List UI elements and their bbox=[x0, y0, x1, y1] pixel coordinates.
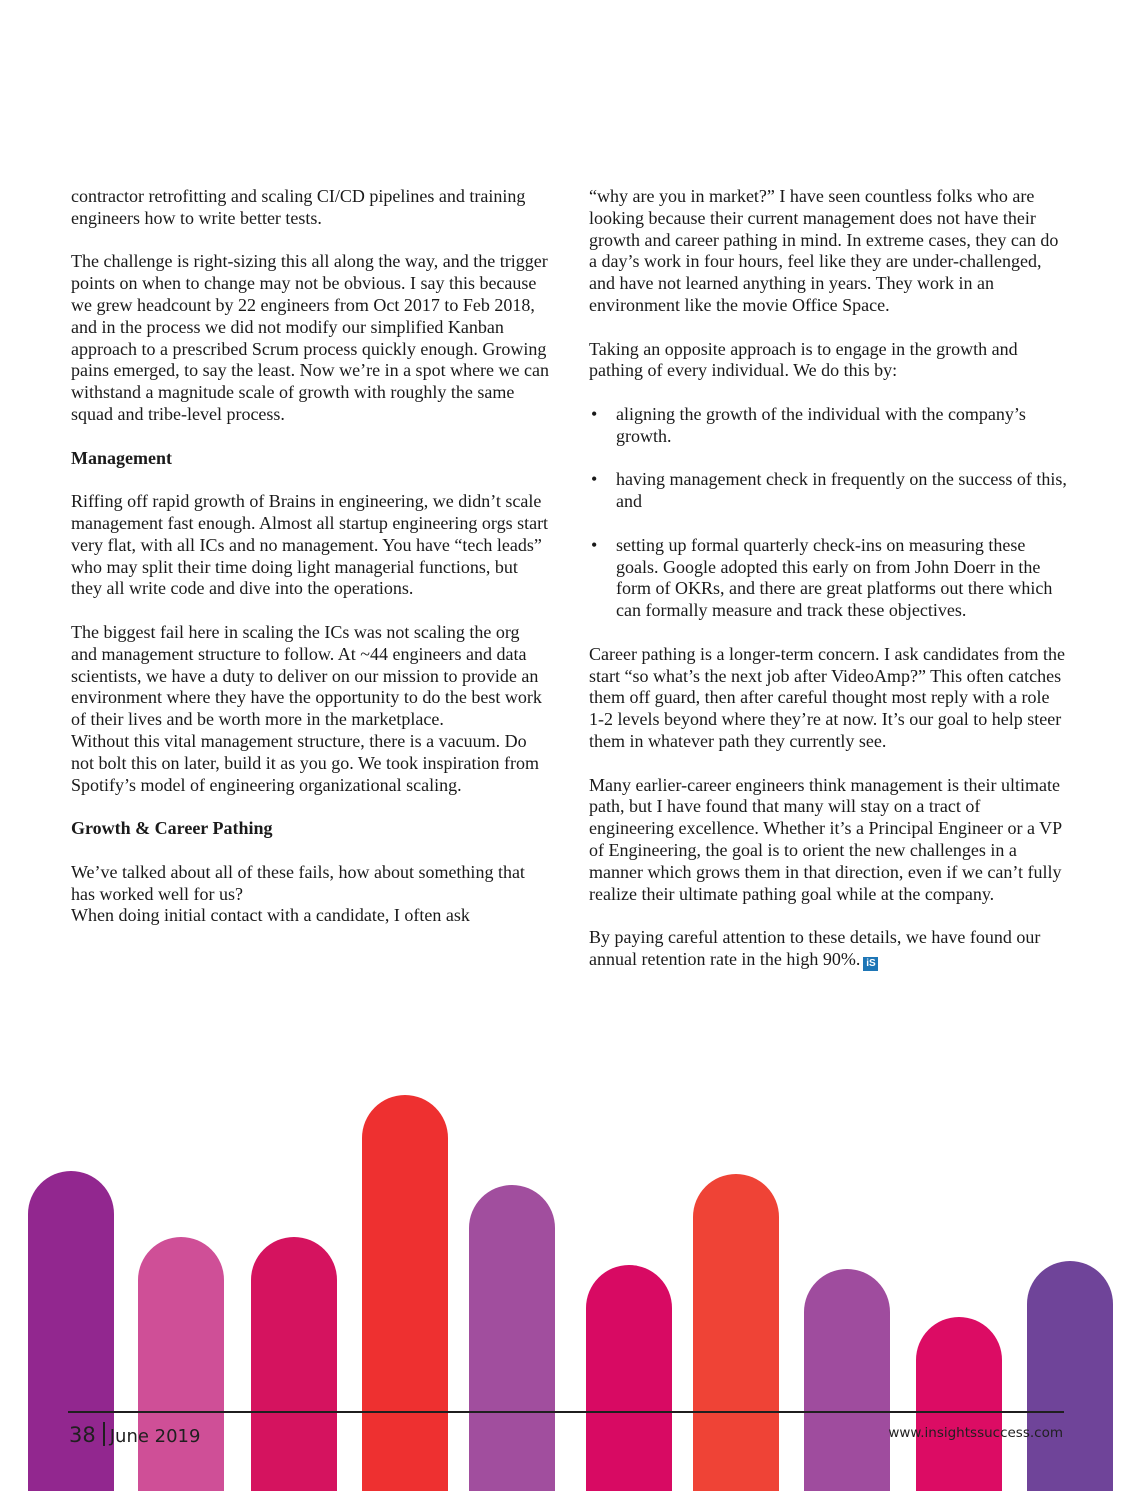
closing-text: By paying careful attention to these details, we have found our annual retention rate in the high 90%. bbox=[589, 927, 1041, 969]
paragraph: “why are you in market?” I have seen countless folks who are looking because their current management does not have their growth and career pathing in mind. In extreme cases, they can do a day’s work in four hours, feel like they are under-challenged, and have not learned anything in years. They work in an environment like the movie Office Space. bbox=[589, 186, 1059, 315]
paragraph: contractor retrofitting and scaling CI/CD pipelines and training engineers how to write better tests. bbox=[71, 186, 526, 228]
page-number: 38 bbox=[69, 1423, 96, 1447]
issue-date: June 2019 bbox=[109, 1426, 201, 1447]
decorative-bar bbox=[586, 1265, 672, 1491]
paragraph: Without this vital management structure, there is a vacuum. Do not bolt this on later, build it as you go. We took inspiration from Spotify’s model of engineering organizational scaling. bbox=[71, 730, 539, 795]
decorative-bar bbox=[251, 1237, 337, 1491]
paragraph: We’ve talked about all of these fails, how about something that has worked well for us? bbox=[71, 861, 525, 904]
paragraph: Riffing off rapid growth of Brains in engineering, we didn’t scale management fast enough. Almost all startup engineering orgs start very flat, with all ICs and no management. You have “tech leads” who may split their time doing light managerial functions, but they all write code and dive into the operations. bbox=[71, 491, 549, 599]
end-of-article-icon: iS bbox=[863, 957, 878, 971]
list-item: • aligning the growth of the individual with the company’s growth. bbox=[589, 404, 1067, 448]
decorative-bar bbox=[693, 1174, 779, 1491]
section-heading-management: Management bbox=[71, 447, 172, 468]
decorative-bar bbox=[1027, 1261, 1113, 1491]
footer-separator bbox=[103, 1422, 105, 1446]
paragraph: The biggest fail here in scaling the ICs was not scaling the org and management structure to follow. At ~44 engineers and data scientists, we have a duty to deliver on our mission to provide an environment where they have the opportunity to do the best work of their lives and be worth more in the marketplace. bbox=[71, 621, 542, 730]
footer-website[interactable]: www.insightssuccess.com bbox=[888, 1425, 1063, 1441]
paragraph: Many earlier-career engineers think management is their ultimate path, but I have found that many will stay on a tract of engineering excellence. Whether it’s a Principal Engineer or a VP of Engineering, the goal is to orient the new challenges in a manner which grows them in that direction, even if we can’t fully realize their ultimate pathing goal while at the company. bbox=[589, 774, 1062, 904]
paragraph: When doing initial contact with a candidate, I often ask bbox=[71, 905, 470, 926]
decorative-bar bbox=[804, 1269, 890, 1491]
paragraph: Taking an opposite approach is to engage in the growth and pathing of every individual. We do this by: bbox=[589, 338, 1018, 381]
decorative-bar bbox=[138, 1237, 224, 1491]
footer-rule bbox=[68, 1411, 1064, 1413]
footer-page-info bbox=[69, 1422, 200, 1447]
list-item: • having management check in frequently on the success of this, and bbox=[589, 469, 1067, 513]
list-item: • setting up formal quarterly check-ins on measuring these goals. Google adopted this early on from John Doerr in the form of OKRs, and there are great platforms out there which can formally measure and track these objectives. bbox=[589, 535, 1067, 622]
paragraph: Career pathing is a longer-term concern. I ask candidates from the start “so what’s the next job after VideoAmp?” This often catches them off guard, then after careful thought most reply with a role 1-2 levels beyond where they’re at now. It’s our goal to help steer them in whatever path they currently see. bbox=[589, 643, 1065, 751]
section-heading-growth: Growth & Career Pathing bbox=[71, 818, 273, 839]
decorative-bar bbox=[362, 1095, 448, 1491]
decorative-bar bbox=[469, 1185, 555, 1491]
decorative-bar bbox=[916, 1317, 1002, 1491]
paragraph: The challenge is right-sizing this all along the way, and the trigger points on when to change may not be obvious. I say this because we grew headcount by 22 engineers from Oct 2017 to Feb 2018, and in the process we did not modify our simplified Kanban approach to a prescribed Scrum process quickly enough. Growing pains emerged, to say the least. Now we’re in a spot where we can withstand a magnitude scale of growth with roughly the same squad and tribe-level process. bbox=[71, 251, 550, 424]
